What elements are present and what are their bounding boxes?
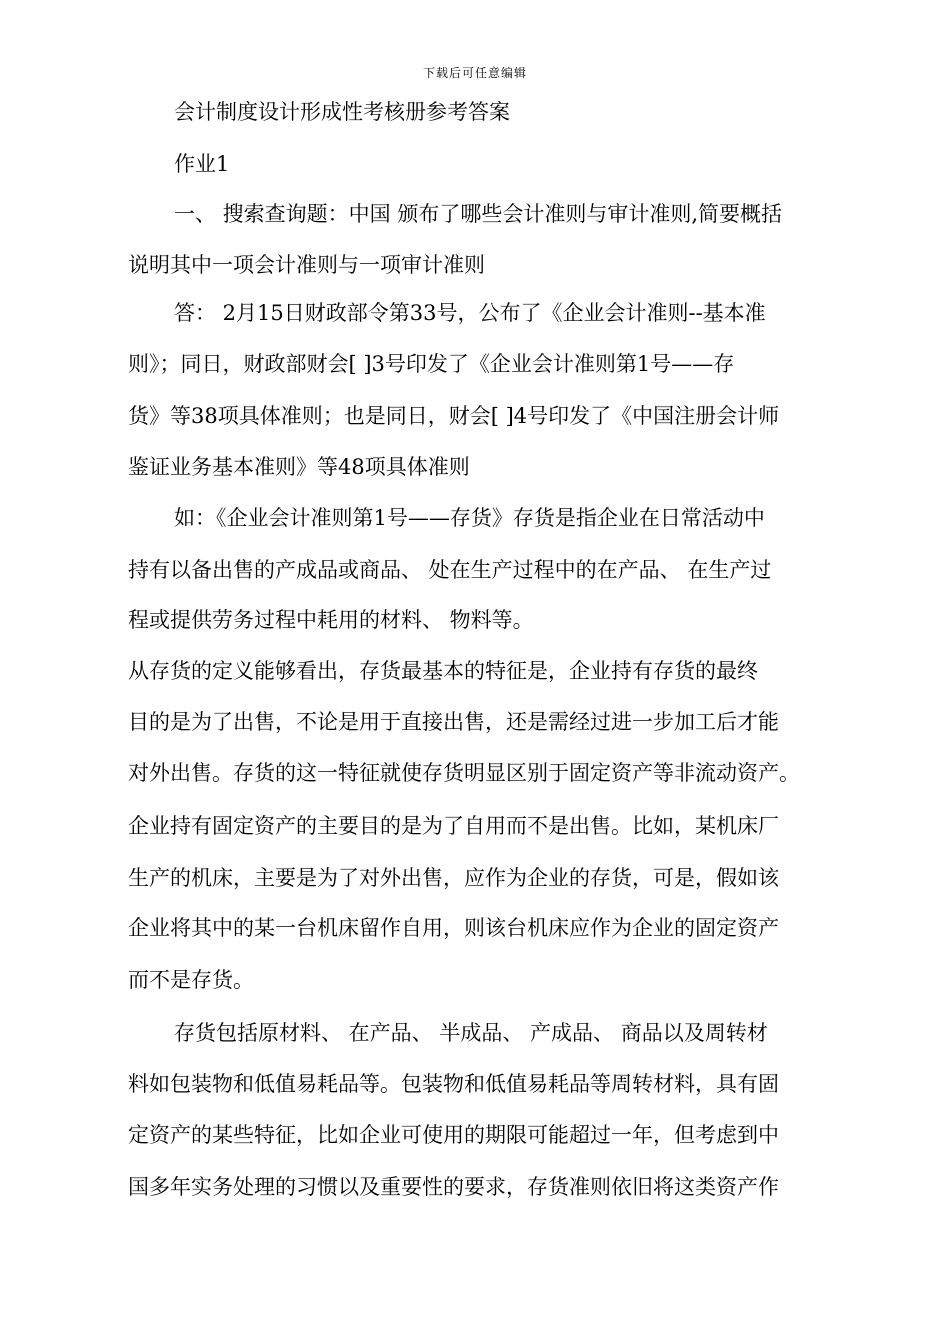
paragraph-line: 对外出售。存货的这一特征就使存货明显区别于固定资产等非流动资产。	[128, 761, 800, 785]
document-title: 会计制度设计形成性考核册参考答案	[174, 100, 510, 124]
paragraph-line: 生产的机床，主要是为了对外出售，应作为企业的存货，可是，假如该	[128, 866, 779, 890]
paragraph-line: 存货包括原材料、 在产品、 半成品、 产成品、 商品以及周转材	[174, 1021, 768, 1045]
question-line: 说明其中一项会计准则与一项审计准则	[128, 253, 485, 277]
paragraph-line: 目的是为了出售，不论是用于直接出售，还是需经过进一步加工后才能	[128, 710, 779, 734]
paragraph-line: 企业将其中的某一台机床留作自用，则该台机床应作为企业的固定资产	[128, 916, 779, 940]
paragraph-line: 料如包装物和低值易耗品等。包装物和低值易耗品等周转材料，具有固	[128, 1072, 779, 1096]
page-header: 下载后可任意编辑	[422, 66, 527, 80]
paragraph-line: 而不是存货。	[128, 968, 254, 992]
question-line: 一、 搜索查询题：中国 颁布了哪些会计准则与审计准则,简要概括	[174, 202, 783, 226]
assignment-heading: 作业1	[174, 152, 230, 176]
answer-line: 鉴证业务基本准则》等48项具体准则	[128, 455, 470, 479]
paragraph-line: 定资产的某些特征，比如企业可使用的期限可能超过一年，但考虑到中	[128, 1123, 779, 1147]
example-line: 程或提供劳务过程中耗用的材料、 物料等。	[128, 608, 534, 632]
answer-line: 货》等38项具体准则；也是同日，财会[ ]4号印发了《中国注册会计师	[128, 404, 780, 428]
paragraph-line: 从存货的定义能够看出，存货最基本的特征是，企业持有存货的最终	[128, 659, 758, 683]
example-line: 如：《企业会计准则第1号——存货》存货是指企业在日常活动中	[174, 506, 765, 530]
answer-line: 则》；同日，财政部财会[ ]3号印发了《企业会计准则第1号——存	[128, 352, 735, 376]
answer-line: 答： 2月15日财政部令第33号，公布了《企业会计准则--基本准	[174, 301, 766, 325]
example-line: 持有以备出售的产成品或商品、 处在生产过程中的在产品、 在生产过	[128, 558, 772, 582]
paragraph-line: 企业持有固定资产的主要目的是为了自用而不是出售。比如，某机床厂	[128, 814, 779, 838]
paragraph-line: 国多年实务处理的习惯以及重要性的要求，存货准则依旧将这类资产作	[128, 1175, 779, 1199]
